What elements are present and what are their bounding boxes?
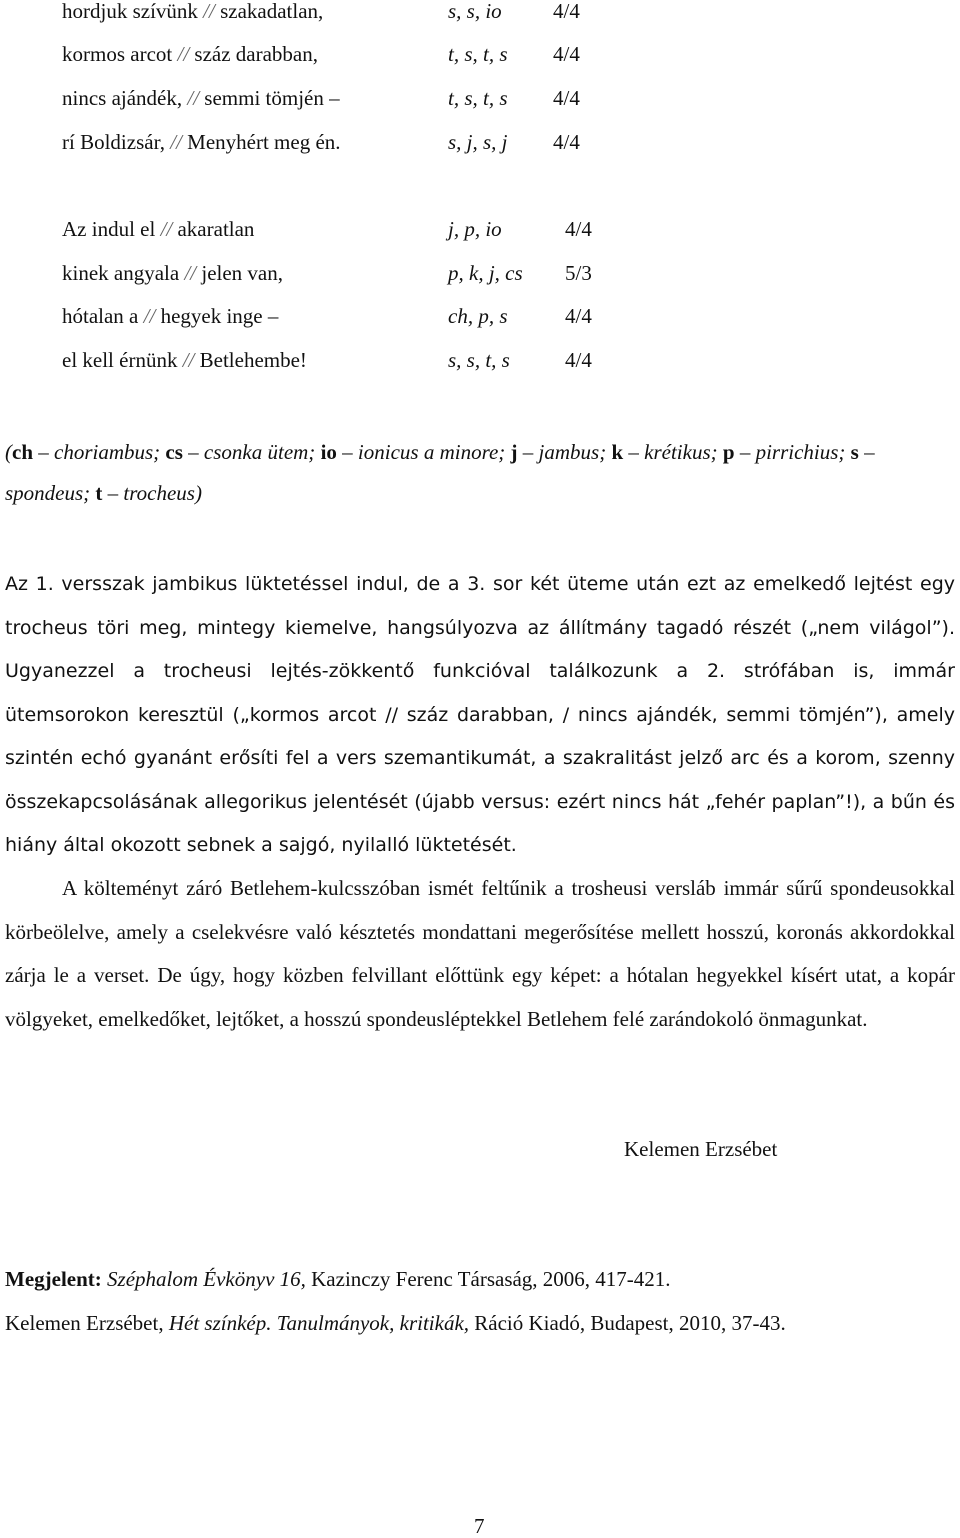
legend-abbr-t: t	[95, 481, 103, 505]
syllable-ratio: 4/4	[565, 304, 592, 328]
syllable-ratio: 4/4	[553, 86, 580, 110]
syllable-ratio: 4/4	[565, 217, 592, 241]
legend-abbr-p: p	[722, 440, 735, 464]
legend-def-cs: – csonka ütem;	[182, 440, 321, 464]
caesura-separator: //	[177, 42, 190, 66]
verse-line	[62, 44, 318, 65]
verse-first-half: hótalan a	[62, 304, 139, 328]
publication-title-2: Hét színkép. Tanulmányok, kritikák,	[168, 1311, 470, 1335]
caesura-separator: //	[143, 304, 156, 328]
verse-first-half: nincs ajándék,	[62, 86, 183, 110]
legend-abbr-k: k	[611, 440, 624, 464]
verse-first-half: hordjuk szívünk	[62, 0, 198, 23]
verse-first-half: rí Boldizsár,	[62, 130, 165, 154]
syllable-ratio: 4/4	[565, 348, 592, 372]
publication-author-2: Kelemen Erzsébet,	[5, 1311, 169, 1335]
publication-title-1: Széphalom Évkönyv 16,	[107, 1267, 306, 1291]
analysis-paragraph-2: A költeményt záró Betlehem-kulcsszóban ismét feltűnik a trosheusi versláb immár sűrű spondeusokkal körbeölelve, amely a cselekvésre való késztetés mondattani megerősítése mellett hosszú, koronás akkordokkal zárja le a verset. De úgy, hogy közben felvillant előttünk egy képet: a hótalan hegyekkel kísért utat, a kopár völgyeket, emelkedőket, lejtőket, a hosszú spondeusléptekkel Betlehem felé zarándokoló önmagunkat.	[5, 876, 955, 1031]
verse-second-half: szakadatlan,	[220, 0, 324, 23]
publication-line-1	[5, 1269, 671, 1290]
verse-line	[62, 219, 254, 240]
verse-second-half: jelen van,	[201, 261, 284, 285]
meter-scansion: ch, p, s	[448, 304, 508, 328]
legend-def-t: – trocheus)	[102, 481, 202, 505]
caesura-separator: //	[182, 348, 195, 372]
legend-def-s: – spondeus;	[5, 440, 875, 505]
legend-def-j: – jambus;	[517, 440, 612, 464]
meter-scansion: p, k, j, cs	[448, 261, 523, 285]
publication-details-1: Kazinczy Ferenc Társaság, 2006, 417-421.	[305, 1267, 671, 1291]
meter-scansion: s, j, s, j	[448, 130, 508, 154]
caesura-separator: //	[160, 217, 173, 241]
verse-first-half: Az indul el	[62, 217, 156, 241]
verse-second-half: akaratlan	[177, 217, 255, 241]
verse-first-half: kinek angyala	[62, 261, 180, 285]
syllable-ratio: 4/4	[553, 130, 580, 154]
meter-scansion: t, s, t, s	[448, 42, 508, 66]
publication-line-2	[5, 1313, 786, 1334]
verse-line	[62, 88, 340, 109]
verse-first-half: el kell érnünk	[62, 348, 178, 372]
verse-second-half: hegyek inge –	[160, 304, 279, 328]
legend-abbr-io: io	[320, 440, 337, 464]
syllable-ratio: 5/3	[565, 261, 592, 285]
meter-scansion: j, p, io	[448, 217, 502, 241]
syllable-ratio: 4/4	[553, 0, 580, 23]
verse-line	[62, 350, 307, 371]
analysis-paragraph-1: Az 1. versszak jambikus lüktetéssel indul, de a 3. sor két üteme után ezt az emelkedő lejtést egy trocheus töri meg, mintegy kiemelve, hangsúlyozva az állítmány tagadó részét („nem világol”). Ugyanezzel a trocheusi lejtés-zökkentő funkcióval találkozunk a 2. strófában is, immár ütemsorokon keresztül („kormos arcot // száz darabban, / nincs ajándék, semmi tömjén”), amely szintén echó gyanánt erősíti fel a vers szemantikumát, a szakralitást jelző arc és a korom, szenny összekapcsolásának allegorikus jelentését (újabb versus: ezért nincs hát „fehér paplan”!), a bűn és hiány által okozott sebnek a sajgó, nyilalló lüktetését.	[5, 573, 955, 856]
legend-abbr-ch: ch	[12, 440, 33, 464]
publication-label: Megjelent:	[5, 1267, 102, 1291]
verse-line	[62, 306, 278, 327]
verse-first-half: kormos arcot	[62, 42, 173, 66]
legend-def-ch: – choriambus;	[33, 440, 166, 464]
verse-second-half: semmi tömjén –	[204, 86, 340, 110]
meter-legend: (ch – choriambus; cs – csonka ütem; io – ionicus a minore; j – jambus; k – krétikus; p – pirrichius; s – spondeus; t – trocheus)	[5, 440, 875, 505]
verse-line	[62, 132, 341, 153]
verse-second-half: száz darabban,	[194, 42, 318, 66]
verse-second-half: Betlehembe!	[199, 348, 307, 372]
verse-line	[62, 263, 283, 284]
meter-scansion: s, s, io	[448, 0, 502, 23]
legend-abbr-cs: cs	[165, 440, 183, 464]
caesura-separator: //	[170, 130, 182, 154]
legend-def-p: – pirrichius;	[734, 440, 851, 464]
legend-abbr-j: j	[510, 440, 518, 464]
verse-line	[62, 1, 323, 22]
legend-abbr-s: s	[850, 440, 859, 464]
legend-def-k: – krétikus;	[623, 440, 723, 464]
verse-second-half: Menyhért meg én.	[187, 130, 341, 154]
caesura-separator: //	[184, 261, 197, 285]
author-signature: Kelemen Erzsébet	[624, 1137, 778, 1161]
publication-details-2: Ráció Kiadó, Budapest, 2010, 37-43.	[469, 1311, 786, 1335]
page-number: 7	[474, 1514, 485, 1538]
meter-scansion: s, s, t, s	[448, 348, 510, 372]
caesura-separator: //	[203, 0, 215, 23]
meter-scansion: t, s, t, s	[448, 86, 508, 110]
syllable-ratio: 4/4	[553, 42, 580, 66]
caesura-separator: //	[187, 86, 200, 110]
legend-def-io: – ionicus a minore;	[336, 440, 511, 464]
